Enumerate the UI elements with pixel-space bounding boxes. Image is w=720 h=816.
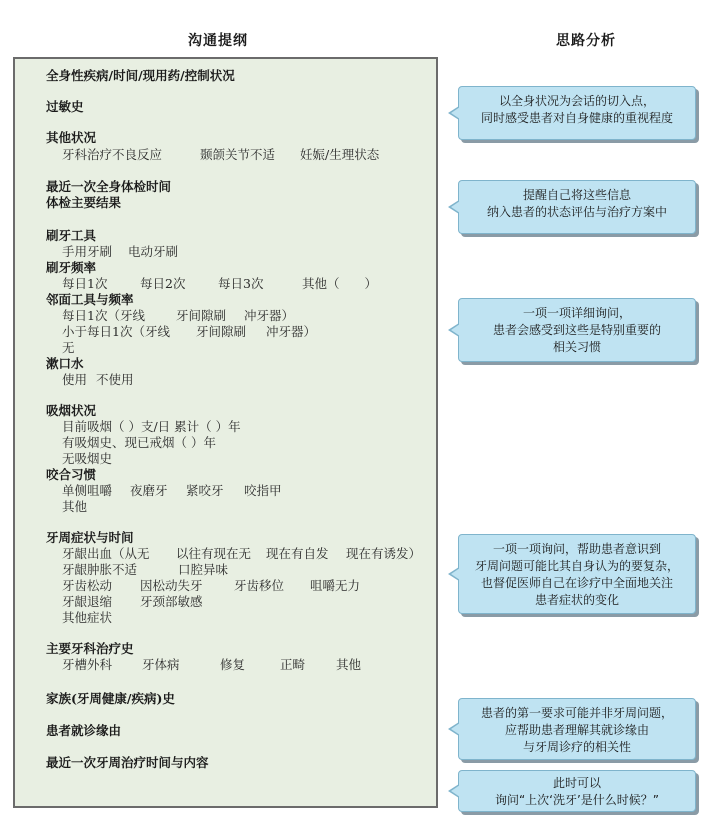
- item-perio-symptoms: 牙周症状与时间: [46, 530, 134, 545]
- item-halitosis: 口腔异味: [178, 562, 229, 577]
- note-line: 询问“上次‘洗牙’是什么时候？”: [494, 793, 660, 807]
- note-line: 相关习惯: [552, 340, 601, 354]
- item-inter-brush-2: 牙间隙刷: [196, 324, 247, 339]
- item-other-symptoms: 其他症状: [62, 610, 113, 625]
- analysis-header: 思路分析: [556, 33, 616, 49]
- note-line: 此时可以: [552, 776, 601, 790]
- item-oral-surgery: 牙槽外科: [62, 657, 113, 672]
- item-smoking-current: 目前吸烟（ ）支/日 累计（ ）年: [62, 419, 241, 434]
- item-manual-brush: 手用牙刷: [62, 244, 113, 259]
- note-line: 一项一项详细询问，: [522, 306, 631, 320]
- note-line: 患者的第一要求可能并非牙周问题，: [480, 706, 673, 720]
- item-thrice-daily: 每日3次: [218, 276, 264, 291]
- note-visit-reason: [458, 698, 696, 760]
- note-line: 一项一项询问，帮助患者意识到: [492, 542, 661, 556]
- item-systemic-disease: 全身性疾病/时间/现用药/控制状况: [46, 68, 235, 83]
- item-tooth-drift: 牙齿移位: [234, 578, 285, 593]
- item-habit-other: 其他: [62, 499, 88, 514]
- item-brush-frequency: 刷牙频率: [46, 260, 97, 275]
- item-gum-recession: 牙龈退缩: [62, 594, 113, 609]
- item-gum-bleeding: 牙龈出血（从无: [62, 546, 150, 561]
- item-dental-adverse: 牙科治疗不良反应: [62, 147, 163, 162]
- item-unilateral-chewing: 单侧咀嚼: [62, 483, 113, 498]
- item-irrigator-2: 冲牙器）: [266, 324, 317, 339]
- item-family-history: 家族(牙周健康/疾病)史: [46, 691, 175, 706]
- item-cervical-sensitivity: 牙颈部敏感: [140, 594, 203, 609]
- item-once-daily: 每日1次: [62, 276, 108, 291]
- item-last-checkup: 最近一次全身体检时间: [46, 179, 172, 194]
- item-weak-chewing: 咀嚼无力: [310, 578, 361, 593]
- note-last-cleaning: [458, 770, 696, 812]
- item-inter-daily: 每日1次（牙线: [62, 308, 145, 323]
- item-twice-daily: 每日2次: [140, 276, 186, 291]
- item-interdental: 邻面工具与频率: [46, 292, 134, 307]
- item-checkup-results: 体检主要结果: [46, 195, 122, 210]
- note-line: 牙周问题可能比其自身认为的要复杂，: [474, 559, 679, 573]
- note-line: 纳入患者的状态评估与治疗方案中: [486, 205, 667, 219]
- item-dental-history: 主要牙科治疗史: [46, 641, 134, 656]
- item-gum-swelling: 牙龈肿胀不适: [62, 562, 138, 577]
- item-smoking: 吸烟状况: [46, 403, 97, 418]
- note-habits: [458, 298, 696, 362]
- item-endodontics: 牙体病: [142, 657, 180, 672]
- note-line: 也督促医师自己在诊疗中全面地关注: [480, 576, 673, 590]
- item-brush-tools: 刷牙工具: [46, 228, 97, 243]
- item-mouthwash-no: 不使用: [96, 372, 134, 387]
- note-line: 以全身状况为会话的切入点，: [498, 94, 655, 108]
- item-bleeding-past: 以往有现在无: [176, 546, 252, 561]
- item-smoking-never: 无吸烟史: [62, 451, 113, 466]
- item-smoking-quit: 有吸烟史、现已戒烟（ ）年: [62, 435, 216, 450]
- note-line: 应帮助患者理解其就诊缘由: [504, 723, 649, 737]
- item-orthodontics: 正畸: [280, 657, 306, 672]
- item-occlusal-habits: 咬合习惯: [46, 467, 97, 482]
- note-line: 提醒自己将这些信息: [522, 188, 631, 202]
- outline-header: 沟通提纲: [188, 33, 248, 49]
- item-pregnancy: 妊娠/生理状态: [300, 147, 380, 162]
- item-electric-brush: 电动牙刷: [128, 244, 179, 259]
- item-irrigator-1: 冲牙器）: [244, 308, 295, 323]
- note-systemic: [458, 86, 696, 140]
- note-symptoms: [458, 534, 696, 614]
- item-history-other: 其他: [336, 657, 362, 672]
- note-checkup: [458, 180, 696, 234]
- item-inter-brush-1: 牙间隙刷: [176, 308, 227, 323]
- item-tmj: 颞颌关节不适: [200, 147, 276, 162]
- item-inter-none: 无: [62, 340, 75, 355]
- item-other-conditions: 其他状况: [46, 130, 97, 145]
- item-bruxism: 夜磨牙: [130, 483, 168, 498]
- item-visit-reason: 患者就诊缘由: [46, 723, 122, 738]
- item-tooth-loss: 因松动失牙: [140, 578, 203, 593]
- item-bleeding-spontaneous: 现在有自发: [266, 546, 329, 561]
- item-nail-biting: 咬指甲: [244, 483, 282, 498]
- note-line: 患者会感受到这些是特别重要的: [492, 323, 661, 337]
- item-prosthodontics: 修复: [220, 657, 246, 672]
- item-inter-less: 小于每日1次（牙线: [62, 324, 170, 339]
- note-line: 患者症状的变化: [534, 593, 619, 607]
- item-tooth-mobility: 牙齿松动: [62, 578, 113, 593]
- item-allergy: 过敏史: [46, 99, 84, 114]
- item-other-frequency: 其他（ ）: [302, 276, 378, 291]
- note-line: 与牙周诊疗的相关性: [522, 740, 631, 754]
- item-mouthwash: 漱口水: [46, 356, 84, 371]
- item-mouthwash-use: 使用: [62, 372, 88, 387]
- item-clenching: 紧咬牙: [186, 483, 224, 498]
- item-last-perio-treatment: 最近一次牙周治疗时间与内容: [46, 755, 209, 770]
- item-bleeding-induced: 现在有诱发）: [346, 546, 422, 561]
- note-line: 同时感受患者对自身健康的重视程度: [480, 111, 673, 125]
